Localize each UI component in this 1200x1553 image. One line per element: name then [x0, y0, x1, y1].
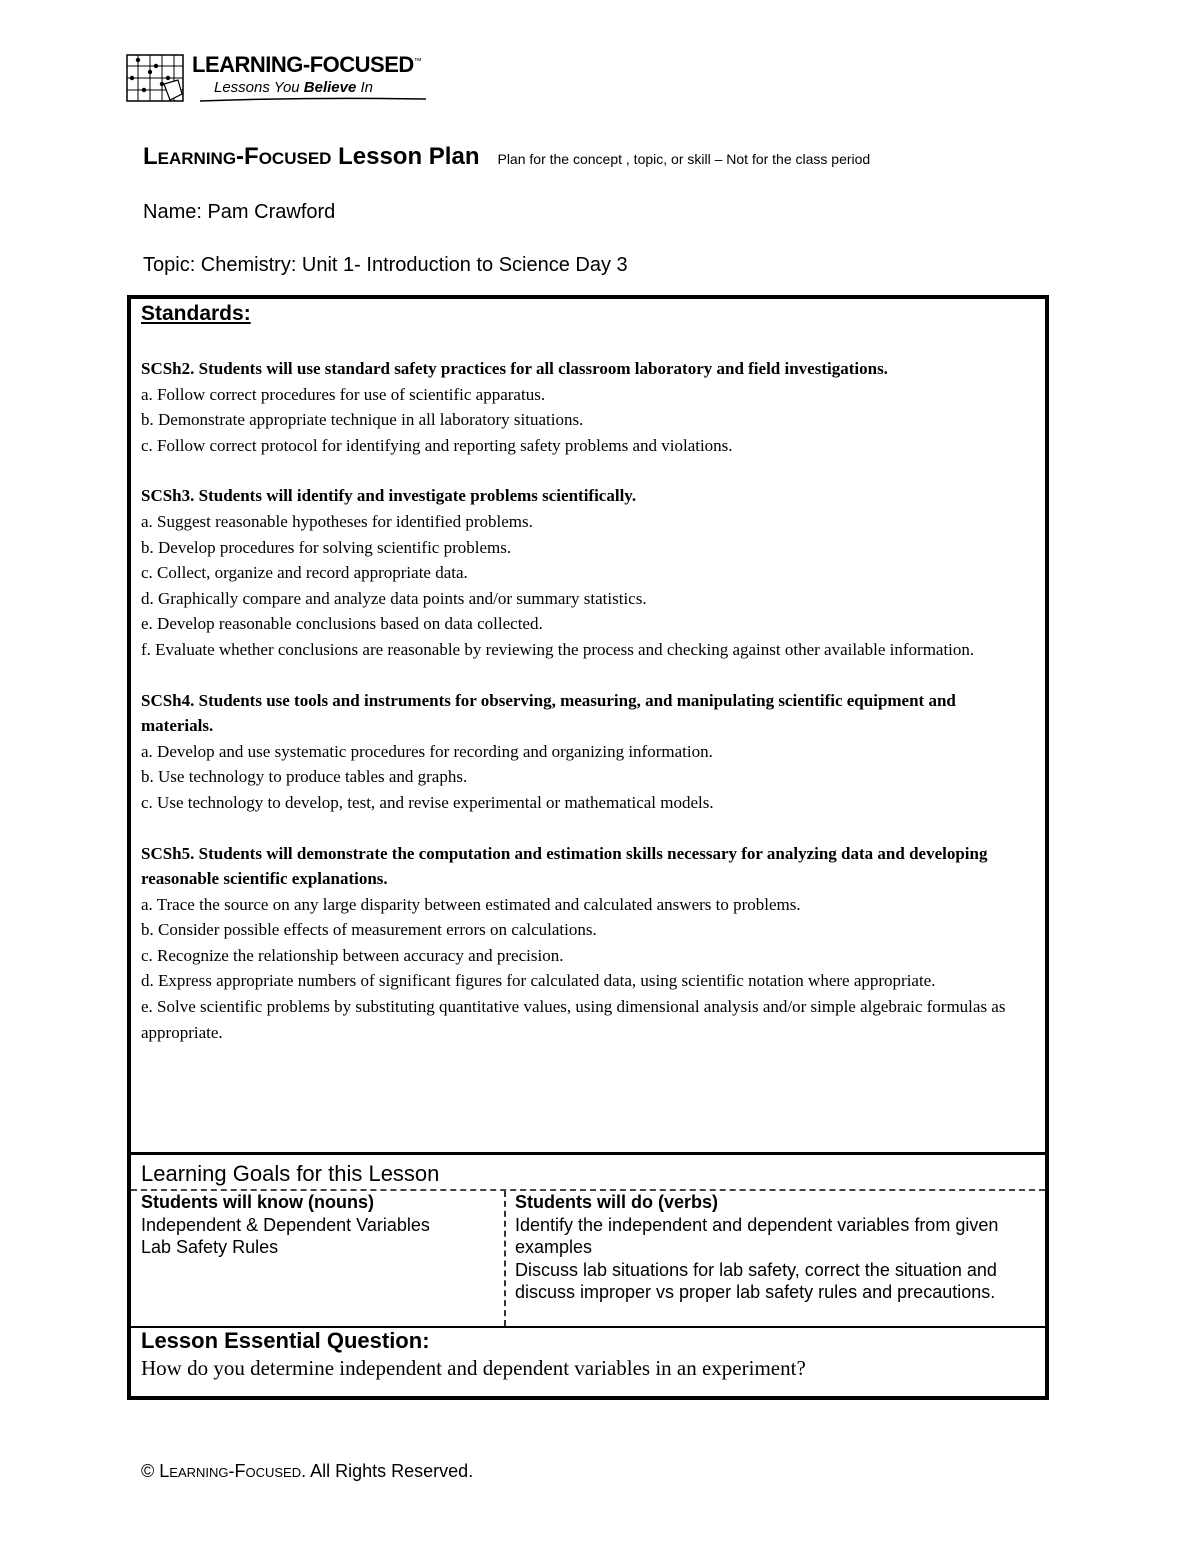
- standard-title: SCSh5. Students will demonstrate the computation and estimation skills necessary for analyzing data and developing reasonable scientific explanations.: [141, 843, 988, 889]
- do-heading: Students will do (verbs): [515, 1192, 719, 1212]
- standard-item: b. Develop procedures for solving scientific problems.: [141, 537, 512, 557]
- logo: [126, 52, 426, 104]
- puzzle-icon: [126, 54, 184, 102]
- standard-item: a. Develop and use systematic procedures for recording and organizing information.: [141, 741, 713, 761]
- standard-block: [141, 356, 1031, 458]
- standard-item: b. Consider possible effects of measurement errors on calculations.: [141, 920, 597, 940]
- standard-title: SCSh2. Students will use standard safety practices for all classroom laboratory and field investigations.: [141, 359, 888, 378]
- column-divider: [504, 1191, 506, 1326]
- standard-item: b. Use technology to produce tables and graphs.: [141, 767, 468, 787]
- essential-question-title: Lesson Essential Question:: [141, 1328, 430, 1353]
- standard-item: c. Use technology to develop, test, and revise experimental or mathematical models.: [141, 792, 714, 812]
- know-item: Independent & Dependent Variables: [141, 1214, 430, 1235]
- standard-item: e. Solve scientific problems by substituting quantitative values, using dimensional analysis and/or simple algebraic formulas as appropriate.: [141, 997, 1006, 1042]
- do-item: Identify the independent and dependent variables from given examples: [515, 1214, 999, 1258]
- standard-title: SCSh4. Students use tools and instruments for observing, measuring, and manipulating scientific equipment and materials.: [141, 690, 956, 736]
- know-heading: Students will know (nouns): [141, 1192, 374, 1212]
- standard-block: [141, 841, 1031, 1046]
- standard-item: e. Develop reasonable conclusions based on data collected.: [141, 614, 543, 634]
- standard-block: [141, 688, 1031, 816]
- standard-item: b. Demonstrate appropriate technique in all laboratory situations.: [141, 410, 584, 430]
- essential-question-text: How do you determine independent and dependent variables in an experiment?: [141, 1356, 806, 1380]
- know-column: [141, 1191, 491, 1259]
- standard-item: a. Trace the source on any large disparity between estimated and calculated answers to problems.: [141, 894, 801, 914]
- standards-section: [131, 299, 1045, 1155]
- swoosh-icon: [198, 96, 428, 104]
- learning-goals-title: Learning Goals for this Lesson: [141, 1161, 440, 1186]
- standard-item: d. Graphically compare and analyze data points and/or summary statistics.: [141, 588, 647, 608]
- standard-title: SCSh3. Students will identify and investigate problems scientifically.: [141, 486, 637, 506]
- logo-tagline: Lessons You Believe In: [214, 79, 374, 96]
- standards-heading: Standards:: [141, 302, 251, 325]
- standard-item: c. Collect, organize and record appropriate data.: [141, 563, 468, 583]
- title-row: [143, 143, 870, 171]
- logo-name: LEARNING-FOCUSED™: [192, 52, 422, 77]
- author-name: Name: Pam Crawford: [143, 201, 336, 223]
- page-subtitle: Plan for the concept , topic, or skill – Not for the class period: [497, 151, 871, 167]
- standard-item: f. Evaluate whether conclusions are reasonable by reviewing the process and checking against other available information.: [141, 639, 975, 659]
- standard-item: c. Follow correct protocol for identifying and reporting safety problems and violations.: [141, 435, 733, 455]
- do-item: Discuss lab situations for lab safety, correct the situation and discuss improper vs proper lab safety rules and precautions.: [515, 1259, 997, 1303]
- know-item: Lab Safety Rules: [141, 1237, 279, 1258]
- page-title: Learning-Focused Lesson Plan: [143, 143, 480, 170]
- standards-list: [141, 356, 1031, 1045]
- copyright-footer: © Learning-Focused. All Rights Reserved.: [141, 1461, 474, 1481]
- do-column: [515, 1191, 1015, 1304]
- standard-item: d. Express appropriate numbers of significant figures for calculated data, using scientific notation where appropriate.: [141, 971, 936, 991]
- standard-item: a. Suggest reasonable hypotheses for identified problems.: [141, 511, 533, 531]
- topic: Topic: Chemistry: Unit 1- Introduction to Science Day 3: [143, 254, 628, 276]
- standard-item: c. Recognize the relationship between accuracy and precision.: [141, 945, 564, 965]
- standard-item: a. Follow correct procedures for use of scientific apparatus.: [141, 384, 546, 404]
- standard-block: [141, 483, 1031, 662]
